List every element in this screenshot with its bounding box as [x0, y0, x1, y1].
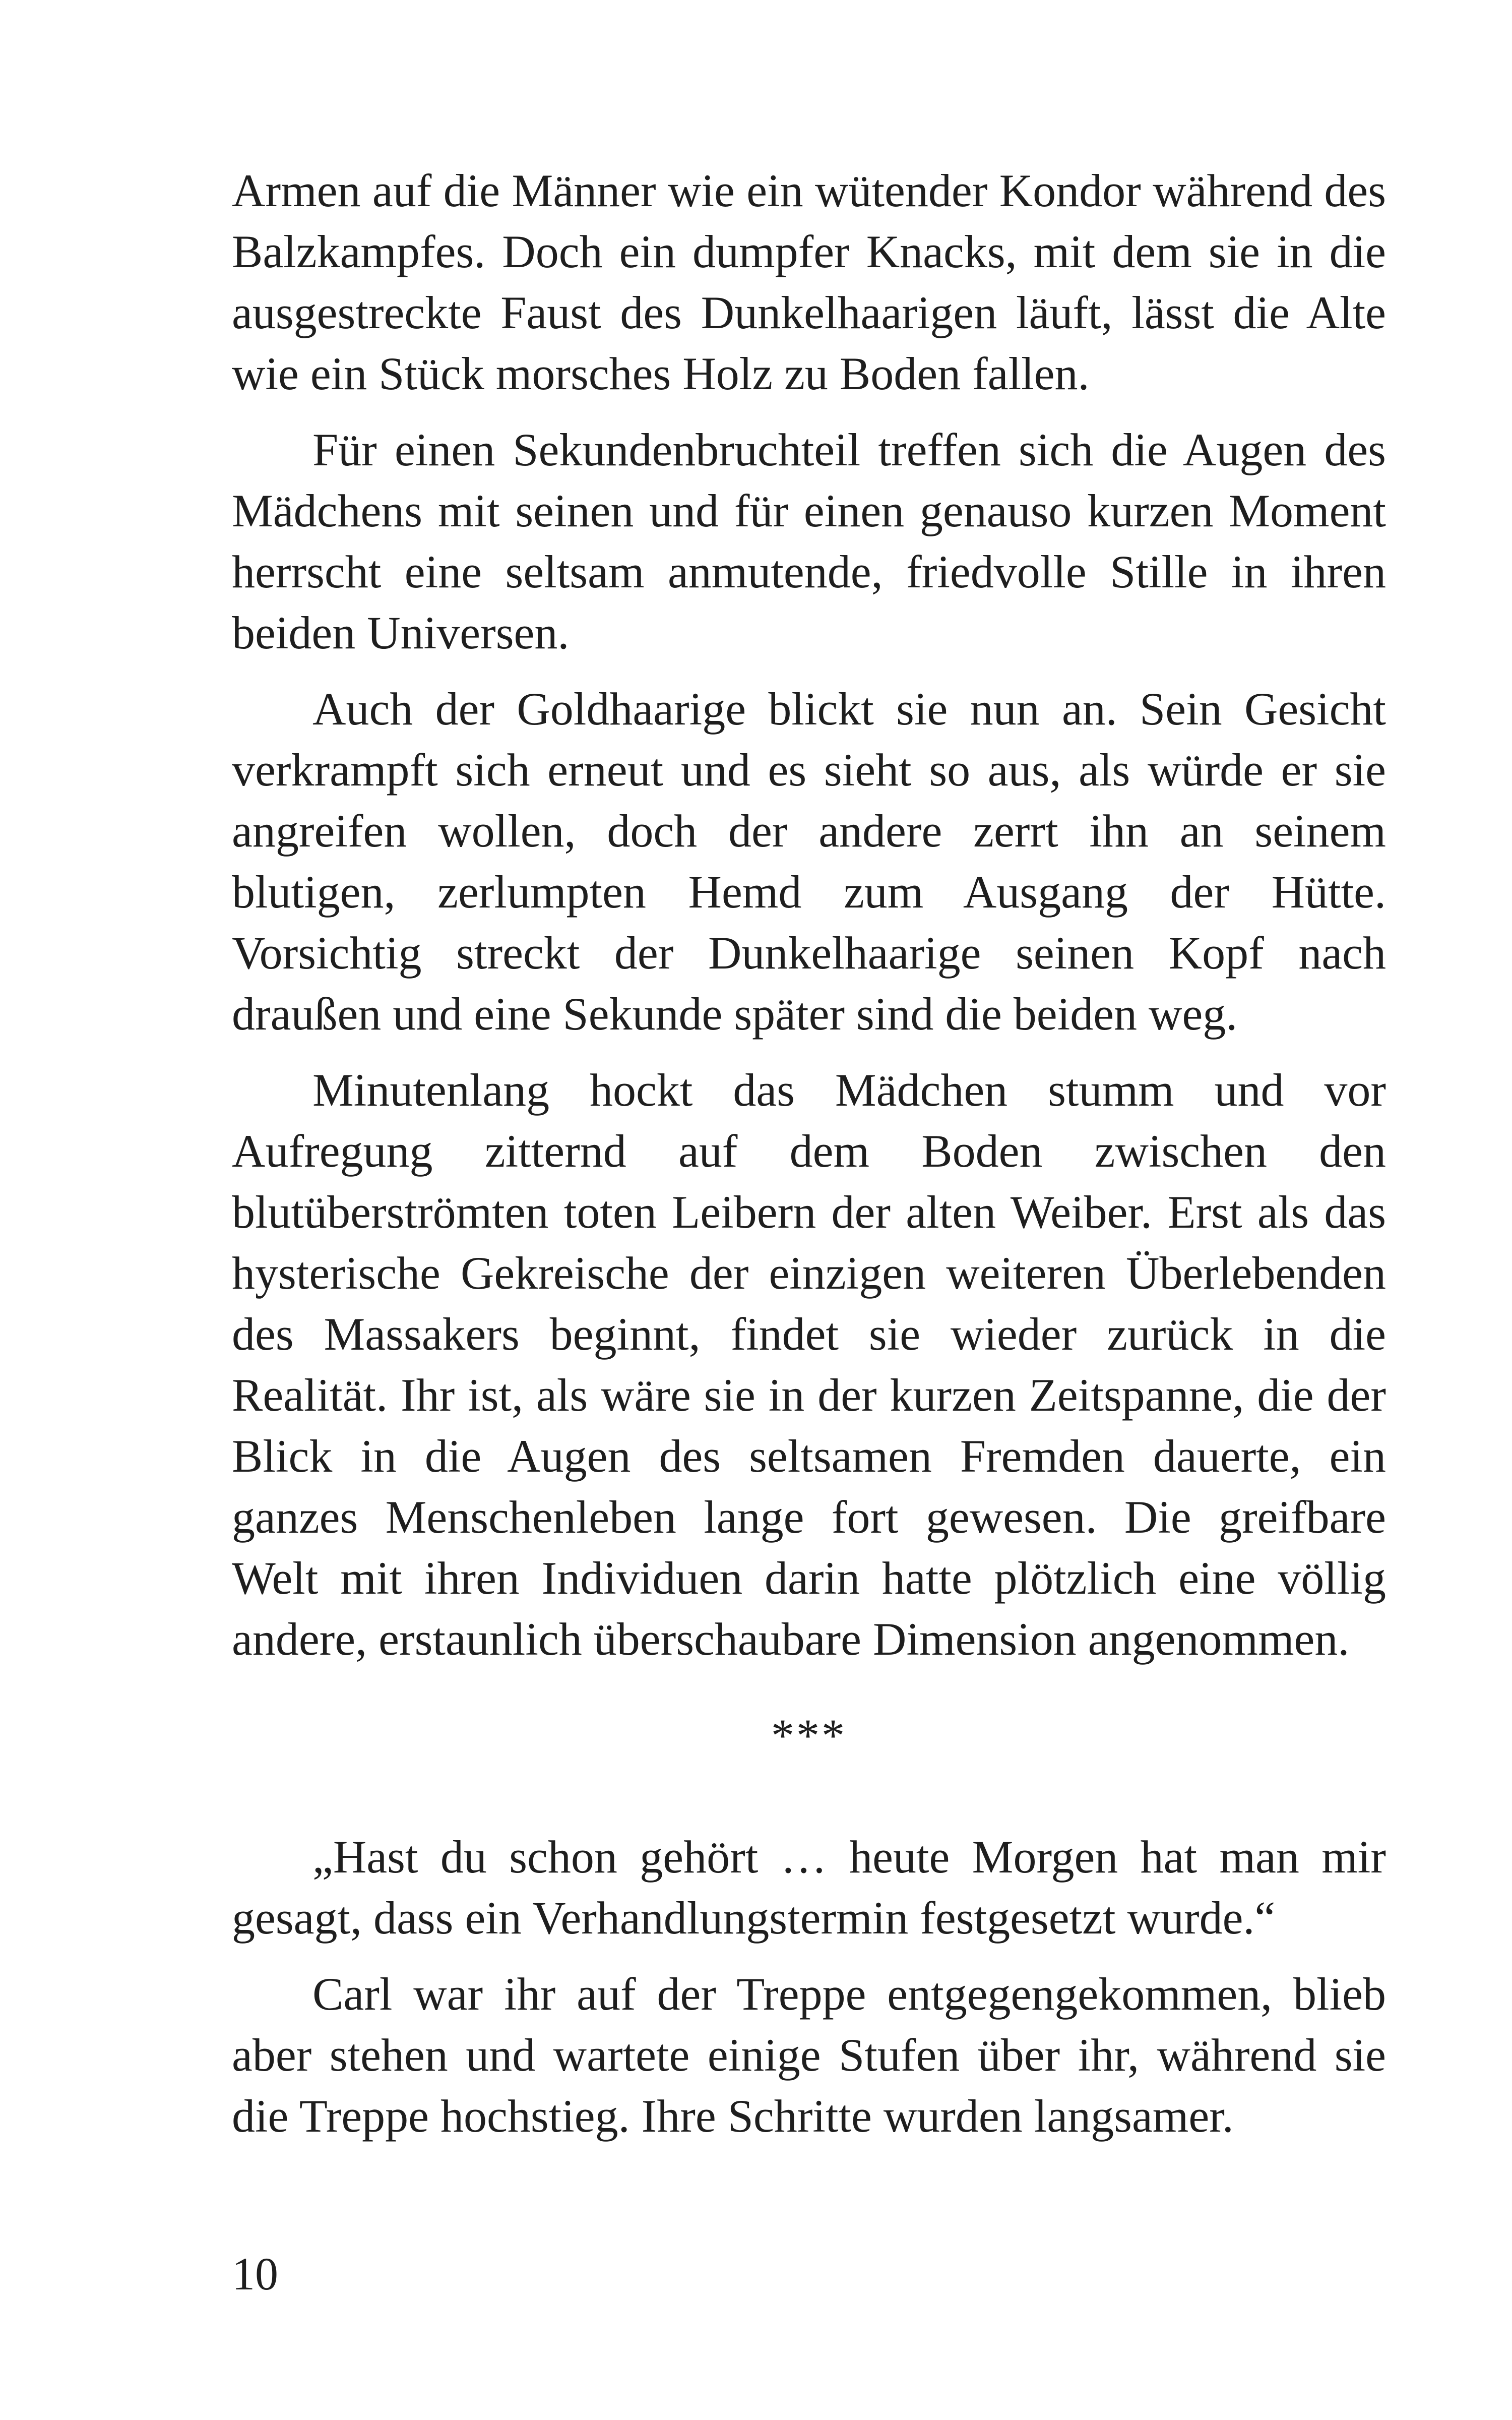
paragraph-5: „Hast du schon gehört … heute Morgen hat man mir gesagt, dass ein Verhandlungstermin festgesetzt wurde.“	[232, 1831, 1386, 1944]
paragraph-1: Armen auf die Männer wie ein wütender Kondor während des Balzkampfes. Doch ein dumpfer Knacks, mit dem sie in die ausgestreckte Faust des Dunkelhaarigen läuft, lässt die Alte wie ein Stück morsches Holz zu Boden fallen.	[232, 165, 1386, 399]
paragraph-2: Für einen Sekundenbruchteil treffen sich die Augen des Mädchens mit seinen und für einen genauso kurzen Moment herrscht eine seltsam anmutende, friedvolle Stille in ihren beiden Universen.	[232, 424, 1386, 658]
paragraph-6: Carl war ihr auf der Treppe entgegengekommen, blieb aber stehen und wartete einige Stufen über ihr, während sie die Treppe hochstieg. Ihre Schritte wurden langsamer.	[232, 1968, 1386, 2142]
scene-separator: ***	[771, 1710, 847, 1761]
page-number: 10	[232, 2248, 278, 2300]
body-text	[232, 160, 1386, 2162]
paragraph-3: Auch der Goldhaarige blickt sie nun an. Sein Gesicht verkrampft sich erneut und es sieht so aus, als würde er sie angreifen wollen, doch der andere zerrt ihn an seinem blutigen, zerlumpten Hemd zum Ausgang der Hütte. Vorsichtig streckt der Dunkelhaarige seinen Kopf nach draußen und eine Sekunde später sind die beiden weg.	[232, 683, 1386, 1040]
paragraph-4: Minutenlang hockt das Mädchen stumm und vor Aufregung zitternd auf dem Boden zwischen den blutüberströmten toten Leibern der alten Weiber. Erst als das hysterische Gekreische der einzigen weiteren Überlebenden des Massakers beginnt, findet sie wieder zurück in die Realität. Ihr ist, als wäre sie in der kurzen Zeitspanne, die der Blick in die Augen des seltsamen Fremden dauerte, ein ganzes Menschenleben lange fort gewesen. Die greifbare Welt mit ihren Individuen darin hatte plötzlich eine völlig andere, erstaunlich überschaubare Dimension angenommen.	[232, 1064, 1386, 1665]
